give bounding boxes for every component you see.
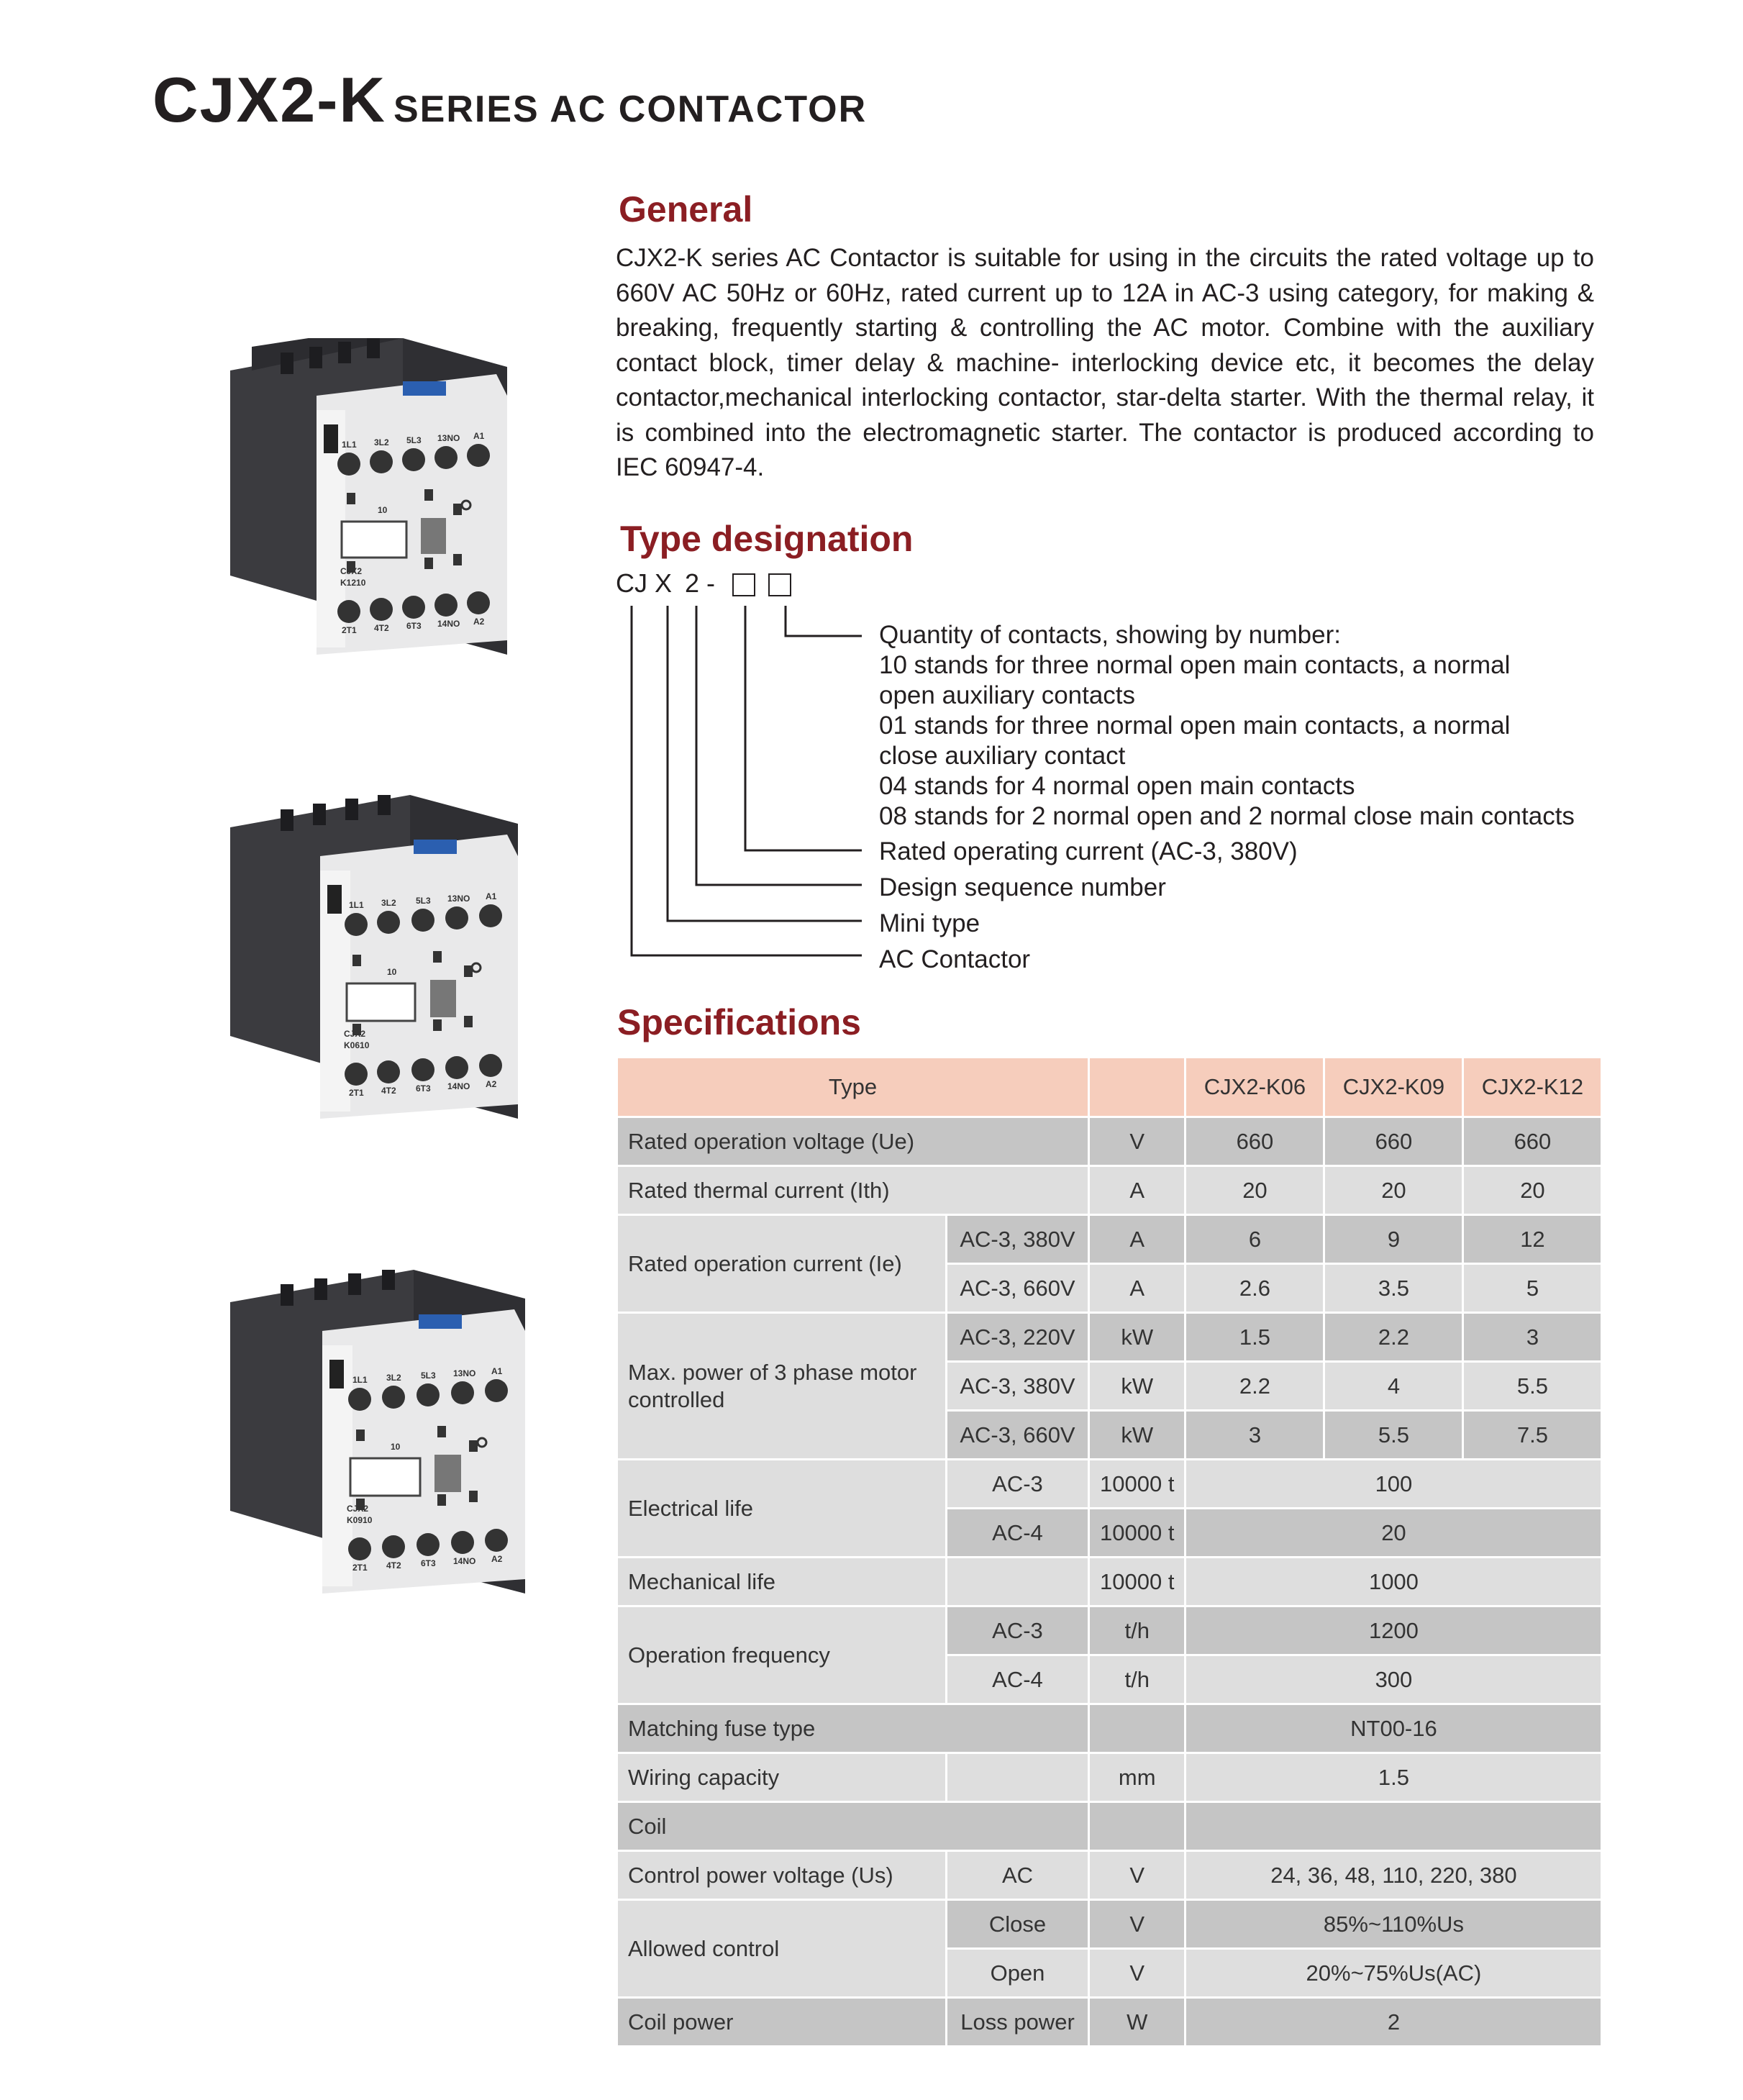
value-cell: 20 (1463, 1166, 1602, 1215)
value-cell: 660 (1324, 1117, 1463, 1166)
condition-cell: AC-3, 380V (947, 1362, 1089, 1411)
condition-cell (947, 1558, 1089, 1606)
contact-code-label: 10 (378, 505, 388, 515)
unit-cell: kW (1089, 1313, 1185, 1362)
unit-cell: V (1089, 1117, 1185, 1166)
terminal-label: 1L1 (352, 1375, 368, 1385)
value-cell: 24, 36, 48, 110, 220, 380 (1185, 1851, 1602, 1900)
product-image-1 (223, 338, 511, 655)
table-row (617, 1166, 1602, 1215)
code-placeholder-box (768, 573, 791, 596)
row-label: Mechanical life (617, 1558, 947, 1606)
condition-cell: AC-3, 660V (947, 1264, 1089, 1313)
terminal-label: 14NO (447, 1081, 470, 1091)
contact-code-label: 10 (387, 967, 397, 977)
table-row (617, 1460, 1602, 1509)
type-designation-heading: Type designation (620, 519, 914, 559)
terminal-label: 5L3 (416, 896, 431, 906)
value-cell: 4 (1324, 1362, 1463, 1411)
value-cell: 20%~75%Us(AC) (1185, 1949, 1602, 1998)
condition-cell: AC-3 (947, 1606, 1089, 1655)
condition-cell: AC-3, 220V (947, 1313, 1089, 1362)
condition-cell: AC-3 (947, 1460, 1089, 1509)
terminal-label: 13NO (437, 433, 460, 443)
unit-cell: W (1089, 1998, 1185, 2047)
value-cell: 7.5 (1463, 1411, 1602, 1460)
terminal-label: 14NO (437, 619, 460, 629)
row-label: Rated operation current (Ie) (617, 1215, 947, 1313)
table-row (617, 1704, 1602, 1753)
condition-cell: AC-3, 380V (947, 1215, 1089, 1264)
table-row (617, 1606, 1602, 1655)
terminal-label: A2 (473, 617, 485, 627)
table-row (617, 1215, 1602, 1264)
value-cell: 85%~110%Us (1185, 1900, 1602, 1949)
specifications-heading: Specifications (617, 1002, 861, 1042)
code-part-cj: CJ (616, 568, 647, 598)
value-cell (1185, 1802, 1602, 1851)
unit-cell: kW (1089, 1362, 1185, 1411)
unit-cell (1089, 1802, 1185, 1851)
terminal-label: A1 (486, 891, 497, 901)
terminal-label: 6T3 (406, 621, 422, 631)
rated-current-description: Rated operating current (AC-3, 380V) (879, 837, 1298, 865)
contactor-illustration (230, 1270, 525, 1594)
model-label: CJX2 (347, 1504, 369, 1514)
page-title (153, 63, 867, 137)
code-part-x: X (655, 568, 673, 598)
terminal-label: A1 (491, 1366, 503, 1376)
quantity-line: 08 stands for 2 normal open and 2 normal close main contacts (879, 802, 1575, 830)
table-row (617, 1998, 1602, 2047)
terminal-label: A1 (473, 431, 485, 441)
code-label: K0910 (347, 1515, 373, 1525)
table-row (617, 1900, 1602, 1949)
value-cell: 660 (1185, 1117, 1324, 1166)
value-cell: 5 (1463, 1264, 1602, 1313)
value-cell: NT00-16 (1185, 1704, 1602, 1753)
row-label: Rated thermal current (Ith) (617, 1166, 1089, 1215)
value-cell: 20 (1185, 1509, 1602, 1558)
unit-cell (1089, 1704, 1185, 1753)
value-cell: 3.5 (1324, 1264, 1463, 1313)
unit-cell: A (1089, 1264, 1185, 1313)
value-cell: 1.5 (1185, 1313, 1324, 1362)
value-cell: 2.2 (1324, 1313, 1463, 1362)
row-label: Electrical life (617, 1460, 947, 1558)
contactor-illustration (230, 338, 507, 655)
value-cell: 660 (1463, 1117, 1602, 1166)
unit-cell: 10000 t (1089, 1558, 1185, 1606)
terminal-label: 3L2 (374, 437, 389, 447)
quantity-line: 04 stands for 4 normal open main contacts (879, 772, 1355, 800)
value-cell: 5.5 (1324, 1411, 1463, 1460)
unit-cell: 10000 t (1089, 1509, 1185, 1558)
terminal-label: 13NO (447, 894, 470, 904)
row-label: Control power voltage (Us) (617, 1851, 947, 1900)
model-header: CJX2-K06 (1185, 1058, 1324, 1117)
table-row (617, 1851, 1602, 1900)
terminal-label: 2T1 (349, 1088, 364, 1098)
table-row (617, 1753, 1602, 1802)
row-label: Matching fuse type (617, 1704, 1089, 1753)
table-header-row (617, 1058, 1602, 1117)
product-image-2 (223, 795, 525, 1119)
terminal-label: 1L1 (349, 900, 364, 910)
general-heading: General (619, 189, 753, 229)
title-subtitle: SERIES AC CONTACTOR (393, 88, 868, 130)
condition-cell: AC-4 (947, 1655, 1089, 1704)
quantity-line: 01 stands for three normal open main contacts, a normal (879, 712, 1511, 740)
condition-cell: AC (947, 1851, 1089, 1900)
terminal-label: 13NO (453, 1368, 476, 1378)
value-cell: 3 (1185, 1411, 1324, 1460)
terminal-label: 5L3 (421, 1371, 436, 1381)
unit-cell: V (1089, 1851, 1185, 1900)
terminal-label: 14NO (453, 1556, 476, 1566)
row-label: Operation frequency (617, 1606, 947, 1704)
row-label: Coil (617, 1802, 1089, 1851)
terminal-label: 2T1 (352, 1563, 368, 1573)
value-cell: 1200 (1185, 1606, 1602, 1655)
contactor-illustration (230, 795, 518, 1119)
table-row (617, 1558, 1602, 1606)
value-cell: 5.5 (1463, 1362, 1602, 1411)
unit-cell: A (1089, 1166, 1185, 1215)
type-header: Type (617, 1058, 1089, 1117)
mini-type-description: Mini type (879, 909, 980, 937)
product-image-3 (223, 1270, 532, 1594)
design-sequence-description: Design sequence number (879, 873, 1166, 901)
value-cell: 20 (1324, 1166, 1463, 1215)
code-part-dash: - (706, 568, 715, 598)
value-cell: 6 (1185, 1215, 1324, 1264)
specifications-table (616, 1056, 1603, 2047)
table-row (617, 1802, 1602, 1851)
designation-code (616, 568, 791, 599)
code-label: K0610 (344, 1040, 370, 1050)
unit-cell: V (1089, 1949, 1185, 1998)
row-label: Wiring capacity (617, 1753, 947, 1802)
row-label: Coil power (617, 1998, 947, 2047)
general-description: CJX2-K series AC Contactor is suitable for using in the circuits the rated voltage up to 660V AC 50Hz or 60Hz, rated current up to 12A in AC-3 using category, for making & breaking, frequently starting & controlling the AC motor. Combine with the auxiliary contact block, timer delay & machine- interlocking device etc, it becomes the delay contactor,mechanical interlocking contactor, star-delta starter. With the thermal relay, it is combined into the electromagnetic starter. The contactor is produced according to IEC 60947-4. (616, 244, 1594, 481)
unit-cell: kW (1089, 1411, 1185, 1460)
unit-cell: t/h (1089, 1606, 1185, 1655)
unit-cell: mm (1089, 1753, 1185, 1802)
terminal-label: A2 (486, 1079, 497, 1089)
contact-code-label: 10 (391, 1442, 401, 1452)
table-row (617, 1313, 1602, 1362)
condition-cell: Loss power (947, 1998, 1089, 2047)
table-row (617, 1117, 1602, 1166)
unit-cell: V (1089, 1900, 1185, 1949)
terminal-label: 2T1 (342, 625, 357, 635)
condition-cell: AC-3, 660V (947, 1411, 1089, 1460)
value-cell: 1000 (1185, 1558, 1602, 1606)
model-label: CJX2 (344, 1029, 366, 1039)
row-label: Rated operation voltage (Ue) (617, 1117, 1089, 1166)
unit-header (1089, 1058, 1185, 1117)
terminal-label: 4T2 (381, 1086, 396, 1096)
row-label: Allowed control (617, 1900, 947, 1998)
code-label: K1210 (340, 578, 366, 588)
model-header: CJX2-K09 (1324, 1058, 1463, 1117)
value-cell: 12 (1463, 1215, 1602, 1264)
value-cell: 9 (1324, 1215, 1463, 1264)
condition-cell: Open (947, 1949, 1089, 1998)
ac-contactor-description: AC Contactor (879, 945, 1031, 973)
quantity-line: 10 stands for three normal open main contacts, a normal (879, 651, 1511, 679)
terminal-label: 6T3 (421, 1558, 436, 1568)
quantity-line: Quantity of contacts, showing by number: (879, 621, 1341, 649)
title-model: CJX2-K (153, 64, 386, 135)
model-label: CJX2 (340, 566, 363, 576)
value-cell: 2.2 (1185, 1362, 1324, 1411)
terminal-label: 6T3 (416, 1083, 431, 1094)
terminal-label: 4T2 (374, 623, 389, 633)
terminal-label: A2 (491, 1554, 503, 1564)
quantity-description (879, 620, 1575, 832)
terminal-label: 3L2 (386, 1373, 401, 1383)
terminal-label: 5L3 (406, 435, 422, 445)
condition-cell: AC-4 (947, 1509, 1089, 1558)
terminal-label: 4T2 (386, 1560, 401, 1571)
value-cell: 300 (1185, 1655, 1602, 1704)
terminal-label: 3L2 (381, 898, 396, 908)
unit-cell: A (1089, 1215, 1185, 1264)
quantity-line: open auxiliary contacts (879, 681, 1136, 709)
code-placeholder-box (732, 573, 755, 596)
condition-cell (947, 1753, 1089, 1802)
code-part-2: 2 (685, 568, 700, 598)
value-cell: 1.5 (1185, 1753, 1602, 1802)
unit-cell: t/h (1089, 1655, 1185, 1704)
value-cell: 100 (1185, 1460, 1602, 1509)
condition-cell: Close (947, 1900, 1089, 1949)
value-cell: 2.6 (1185, 1264, 1324, 1313)
value-cell: 3 (1463, 1313, 1602, 1362)
value-cell: 20 (1185, 1166, 1324, 1215)
quantity-line: close auxiliary contact (879, 742, 1126, 770)
row-label: Max. power of 3 phase motor controlled (617, 1313, 947, 1460)
terminal-label: 1L1 (342, 440, 357, 450)
value-cell: 2 (1185, 1998, 1602, 2047)
model-header: CJX2-K12 (1463, 1058, 1602, 1117)
unit-cell: 10000 t (1089, 1460, 1185, 1509)
